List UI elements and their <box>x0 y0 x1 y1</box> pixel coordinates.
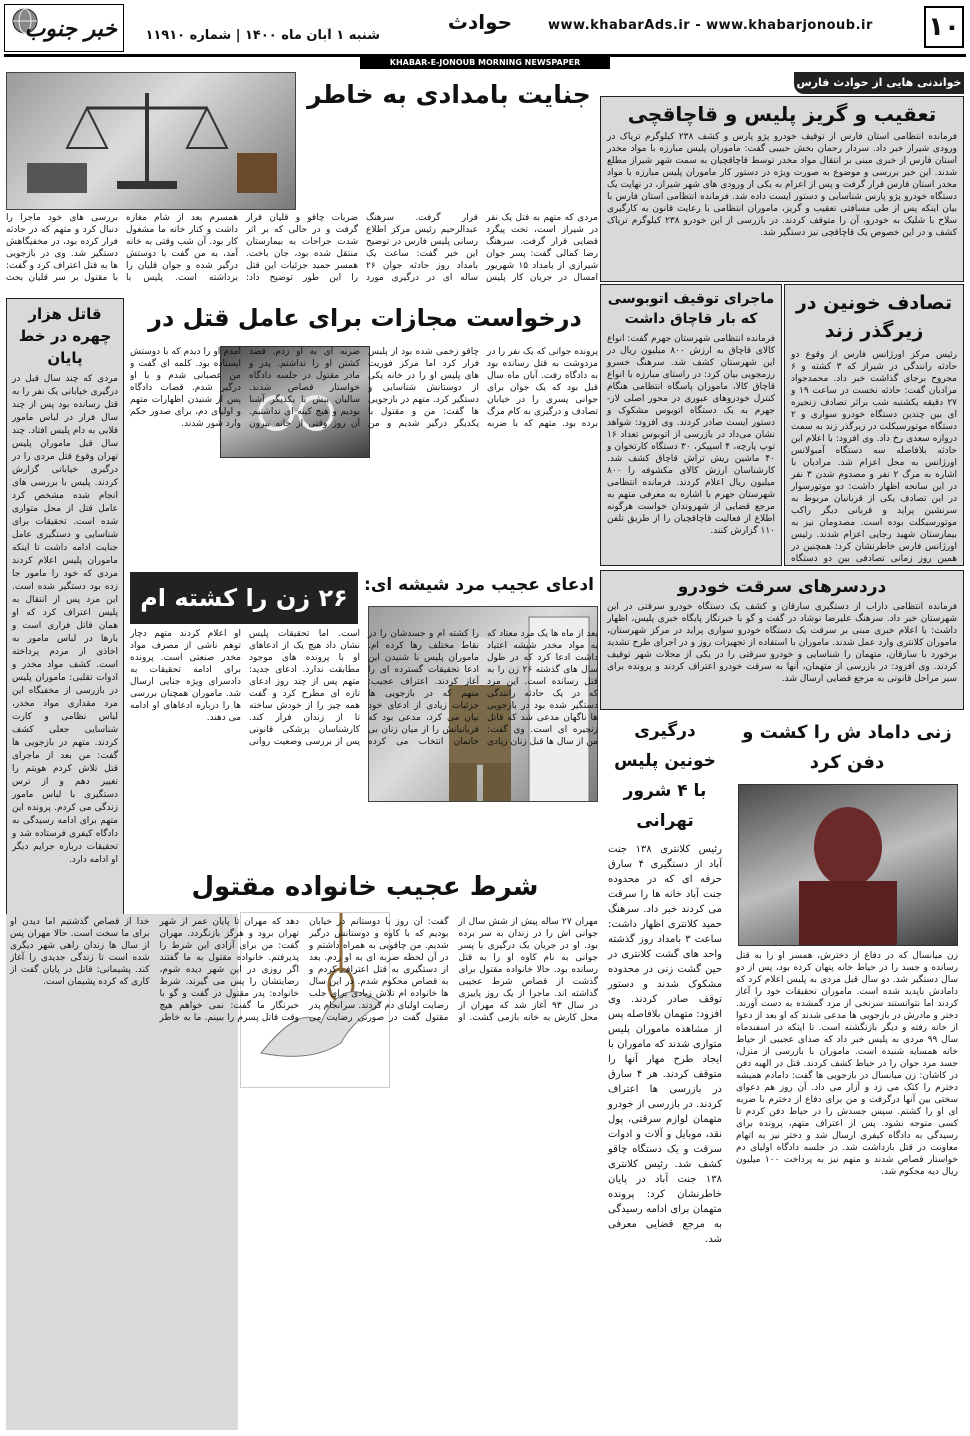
headline: تعقیب و گریز پلیس و قاچاقچی <box>627 102 937 126</box>
women-title-box: ۲۶ زن را کشته ام <box>130 572 358 624</box>
bottom-story-body: مهران ۲۷ ساله پیش از شش سال از جوانی اش را در زندان به سر برده بود. او در جریان یک درگیری با پسر جوانی به نام کاوه او را به قتل رسانده بود. حالا خانواده مقتول برای گذشت از قصاص شرط عجیبی گذاشته اند. ماجرا از یک روز پاییزی در سال ۹۳ آغاز شد که مهران از محل کارش به خانه بازمی گشت. او گفت: آن روز با دوستانم در خیابان بودیم که با کاوه و دوستانش درگیر شدیم. من چاقویی به همراه داشتم و در آن لحظه ضربه ای به او زدم. بعد از دستگیری به قتل اعتراف کردم و به قصاص محکوم شدم. در این سال ها خانواده ام تلاش زیادی برای جلب رضایت اولیای دم کردند. سرانجام پدر مقتول گفت در صورتی رضایت می دهد که مهران تا پایان عمر از شهر تهران برود و هرگز بازنگردد. مهران گفت: من برای آزادی این شرط را پذیرفتم. خانواده مقتول به ما گفتند اگر روزی در این شهر دیده شوم، رضایتشان را پس می گیرند. شرط خانواده: پدر مقتول در گفت و گو با خبرنگار ما گفت: نمی خواهم هیچ وقت قاتل پسرم را ببینم. ما به خاطر خدا از قصاص گذشتیم اما دیدن او برای ما سخت است. حالا مهران پس از سال ها زندان راهی شهر دیگری شده است تا زندگی جدیدی را آغاز کند. پشیمانی: قاتل در پایان گفت از کاری که کرده پشیمان است. <box>10 917 598 1023</box>
article-body: رئیس کلانتری ۱۳۸ جنت آباد از دستگیری ۴ سارق حرفه ای که در محدوده جنت آباد خانه ها را سرقت می کردند خبر داد. سرهنگ حمید کلانتری اظهار داشت: ساعت ۳ بامداد روز گذشته واحد های گشت کلانتری در حین گشت زنی در محدوده مشکوک شدند و دستور توقف صادر کردند. وی افزود: متهمان بلافاصله پس از مشاهده ماموران پلیس متواری شدند که ماموران با ایجاد طرح مهار آنها را متوقف کردند. هر ۴ سارق در بازرسی ها اعتراف کردند. در بازرسی از خودرو متهمان لوازم سرقتی، پول نقد، موبایل و آلات و ادوات سرقت و یک دستگاه چاقو کشف شد. رئیس کلانتری ۱۳۸ جنت آباد در پایان خاطرنشان کرد: پرونده متهمان برای ادامه رسیدگی به مرجع قضایی معرفی شد. <box>608 844 723 1245</box>
top-story-body: مردی که متهم به قتل یک نفر در شیراز است، تحت پیگرد قضایی قرار گرفت. سرهنگ رضا کمالی گفت: پسر جوان شیرازی از بامداد ۱۵ شهریور امسال در جریان کار پلیس قرار گرفت. سرهنگ عبدالرحیم رئیس مرکز اطلاع رسانی پلیس فارس در توضیح این خبر گفت: ساعت یک بامداد روز حادثه جوان ۲۶ ساله ای در درگیری مورد ضربات چاقو و قلیان قرار گرفت و در حالی که بر اثر شدت جراحات به بیمارستان منتقل شده بود، جان باخت. همسر حمید جزئیات این قتل را این طور توضیح داد: همسرم بعد از شام مغازه داشت و کنار خانه ما مشغول کار بود. آن شب وقتی به خانه آمد، به من گفت با دوستش درگیر شده و جوان قلیان را برداشته است. پلیس با بررسی های خود ماجرا را دنبال کرد و متهم که در حادثه فرار کرده بود، در مخفیگاهش دستگیر شد. وی در بازجویی ها به قتل اعتراف کرد و گفت: با مقتول بر سر قلیان بحث <box>6 213 598 283</box>
fars-tag: خواندنی هایی از حوادث فارس <box>794 72 964 94</box>
headline: زنی داماد ش را کشت و دفن کرد <box>742 722 952 773</box>
headline: دردسرهای سرقت خودرو <box>677 577 887 597</box>
page-number: ۱۰ <box>928 12 960 42</box>
headline: قاتل هزار چهره در خط پایان <box>18 305 112 367</box>
article-body: مردی که چند سال قبل در درگیری خیابانی یک نفر را به قتل رسانده بود پس از چند سال فرار در لباس مامور قلابی به دام پلیس افتاد. چند سال قبل ماموران پلیس تهران وقوع قتل مردی را در درگیری خیابانی گزارش کردند. پلیس با بررسی های انجام شده مشخص کرد عامل قتل از محل متواری شده است. تحقیقات برای شناسایی و دستگیری عامل جنایت ادامه داشت تا اینکه ماموران پلیس اعلام کردند مردی که خود را مامور جا زده بود دستگیر شده است. این مرد پس از انتقال به پلیس اعتراف کرد که او همان قاتل فراری است و بارها در لباس مامور به اخاذی از مردم پرداخته است. کشف مواد مخدر و ادوات تقلبی: ماموران پلیس در بازرسی از مخفیگاه این مرد مقداری مواد مخدر، لباس نظامی و کارت شناسایی جعلی کشف کردند. متهم در بازجویی ها گفت: من بعد از ماجرای قتل تلاش کردم هویتم را تغییر دهم و از ترس دستگیری با لباس مامور زندگی می کردم. پرونده این متهم برای ادامه رسیدگی به دادگاه کیفری فرستاده شد و تحقیقات درباره جرایم دیگر او ادامه دارد. <box>12 374 118 865</box>
article-body: فرمانده انتظامی داراب از دستگیری سارقان و کشف یک دستگاه خودرو سرقتی در این شهرستان خبر داد. سرهنگ علیرضا نوشاد در گفت و گو با خبرنگار پایگاه خبری پلیس، اظهار داشت: با اعلام خبری مبنی بر سرقت یک دستگاه خودرو سواری پراید در مرکز شهرستان، ماموران کلانتری وارد عمل شدند. ماموران با استفاده از تجهیزات روز و در اجرای طرح تشدید برخورد با سارقان، متهمان را شناسایی و خودرو سرقتی را در یکی از محلات شهر توقیف کردند. وی افزود: در بازرسی از متهمان، آنها به سرقت خودرو اعتراف کردند و پرونده برای سیر مراحل قانونی به مرجع قضایی ارسال شد. <box>607 602 957 684</box>
women-body: بعد از ماه ها یک مرد معتاد که به مواد مخدر شیشه اعتیاد داشت ادعا کرد که در طول سال های گذشته ۲۶ زن را به قتل رسانده است. این مرد که در یک حادثه رانندگی دستگیر شده بود در بازجویی ها ناگهان مدعی شد که قاتل زنجیره ای است. وی گفت: من از سال ها قبل زنان زیادی را کشته ام و جسدشان را در نقاط مختلف رها کرده ام. ماموران پلیس با شنیدن این ادعا تحقیقات گسترده ای را آغاز کردند. اعتراف عجیب: متهم که در بازجویی ها جزئیات زیادی از ادعای خود بیان می کرد، مدعی بود که قربانیانش را از میان زنان بی خانمان انتخاب می کرده است. اما تحقیقات پلیس نشان داد هیچ یک از ادعاهای او با پرونده های موجود مطابقت ندارد. ادعای جدید: متهم پس از چند روز ادعای تازه ای مطرح کرد و گفت همه چیز را از خودش ساخته تا از زندان فرار کند. کارشناسان پزشکی قانونی پس از بررسی وضعیت روانی او اعلام کردند متهم دچار توهم ناشی از مصرف مواد مخدر صنعتی است. پرونده برای ادامه تحقیقات به دادسرای ویژه جنایی ارسال شد. ماموران همچنان بررسی ها را درباره ادعاهای او ادامه می دهند. <box>130 629 598 747</box>
bottom-story-title: شرط عجیب خانواده مقتول <box>191 872 539 902</box>
headline: درگیری خونین پلیس با ۴ شرور تهرانی <box>614 721 716 831</box>
website-line[interactable]: www.khabarAds.ir - www.khabarjonoub.ir <box>548 18 873 33</box>
article-body: فرمانده انتظامی استان فارس از توقیف خودرو پژو پارس و کشف ۲۳۸ کیلوگرم تریاک در ورودی شیراز خبر داد. سردار رحمان بخش حبیبی گفت: ماموران پلیس مبارزه با مواد مخدر استان فارس از خبری مبنی بر انتقال مواد مخدر توسط قاچاقچیان به سمت شهر شیراز مطلع شدند. این خبر بررسی و موضوع به صورت ویژه در دستور کار ماموران پلیس مبارزه با مواد مخدر استان فارس قرار گرفت و پس از اعزام به یکی از ورودی های شهر شیراز، در نهایت یک دستگاه خودرو پژو پارس شناسایی و دستور ایست داده شد. فرمانده انتظامی استان فارس با بیان اینکه پس از طی مسافتی تعقیب و گریز، ماموران انتظامی با رعایت قانون به کارگیری سلاح با شلیک به خودرو، آن را متوقف کردند. در بازرسی از این خودرو ۲۳۸ کیلوگرم تریاک کشف و در این خصوص یک قاچاقچی نیز دستگیر شد. <box>607 132 957 238</box>
fars-story-3 <box>600 284 782 566</box>
section-title: حوادث <box>447 10 513 34</box>
fars-story-2 <box>784 284 964 566</box>
women-kicker: ادعای عجیب مرد شیشه ای: <box>364 575 594 595</box>
masthead-logo <box>4 4 124 52</box>
police-story <box>604 714 726 1374</box>
page-number-box <box>924 6 964 48</box>
wife-story <box>730 714 964 1430</box>
fars-story-4 <box>600 570 964 710</box>
execution-title: درخواست مجازات برای عامل قتل در <box>148 304 582 332</box>
top-story-title: جنایت بامدادی به خاطر <box>307 80 591 109</box>
date-line: شنبه ۱ آبان ماه ۱۴۰۰ | شماره ۱۱۹۱۰ <box>145 28 380 43</box>
logo-text: خبر جنوب <box>24 17 117 42</box>
veiled-woman-photo <box>738 784 958 946</box>
headline: ماجرای توقیف اتوبوسی که بار قاچاق داشت <box>607 291 775 327</box>
headline: تصادف خونین در زیرگذر زند <box>795 292 953 342</box>
article-body: زن میانسال که در دفاع از دخترش، همسر او را به قتل رسانده و جسد را در حیاط خانه پنهان کرده بود، پس از دو سال دستگیر شد. دو سال قبل مردی به پلیس اعلام کرد که دامادش ناپدید شده است. ماموران تحقیقات خود را آغاز کردند اما نتوانستند سرنخی از مرد گمشده به دست آورند. دختر و مادرش در بازجویی ها مدعی شدند که او بعد از دعوا از خانه رفته و دیگر بازنگشته است. تا اینکه در اسفندماه سال ۹۹ مردی به پلیس خبر داد که صدای عجیبی از حیاط خانه همسایه شنیده است. ماموران با بازرسی از منزل، جسد مرد جوان را در حیاط کشف کردند. قتل در الهیه دفن در کاشان: زن میانسال در بازجویی ها گفت: دامادم همیشه دخترم را کتک می زد و آزار می داد. آن روز هم دعوای سختی بین آنها درگرفت و من برای دفاع از دخترم با ضربه ای او را کشتم. سپس جسدش را در حیاط دفن کردم تا کسی متوجه نشود. پس از اعتراف متهم، پرونده برای رسیدگی به دادگاه کیفری ارسال شد و دختر نیز به اتهام معاونت در قتل بازداشت شد. در جلسه دادگاه اولیای دم خواستار قصاص شدند و متهم نیز به پرداخت ۱۰۰ میلیون ریال دیه محکوم شد. <box>736 951 958 1177</box>
left-column-story <box>6 298 124 948</box>
execution-body: پرونده جوانی که یک نفر را در مزدوشت به قتل رسانده بود به دادگاه رفت. آبان ماه سال قبل بود که یک جوان برای جوانی پسری را در خیابان تصادف و درگیری به کام مرگ برده بود. متهم که با ضربه چاقو زخمی شده بود از پلیس فرار کرد اما مرکز فوریت های پلیس او را در خانه یکی از دوستانش شناسایی و دستگیر کرد. متهم در بازجویی ها گفت: من و مقتول با یکدیگر درگیر شدیم و من ضربه ای به او زدم. قصد کشتن او را نداشتم. پدر و مادر مقتول در جلسه دادگاه خواستار قصاص شدند. سالیان پیش با یکدیگر آشنا بودیم و هیچ کینه ای نداشتیم. آن روز وقتی از خانه بیرون آمدم او را دیدم که با دوستش ایستاده بود. کلمه ای گفت و من عصبانی شدم و با او درگیر شدم. قضات دادگاه پس از شنیدن اظهارات متهم و اولیای دم، برای صدور حکم وارد شور شدند. <box>130 347 598 429</box>
woman-icon <box>739 785 957 945</box>
article-body: رئیس مرکز اورژانس فارس از وقوع دو حادثه رانندگی در شیراز که ۳ کشته و ۶ مجروح برجای گذاشت خبر داد. محمدجواد مرادیان گفت: حادثه نخست در ساعت ۱۹ و ۲۷ دقیقه یکشنبه شب براثر تصادف زنجیره ای بین چندین دستگاه خودرو سواری و ۲ دستگاه موتورسیکلت در زیرگذر زند به سمت دروازه سعدی رخ داد. وی افزود: با اعلام این حادثه بلافاصله سه دستگاه آمبولانس اورژانس به محل اعزام شد. مرادیان با اشاره به مرگ ۲ نفر و مصدوم شدن ۳ نفر در این سانحه اظهار داشت: دو موتورسوار در این تصادف یکی از قربانیان مربوط به سرنشین پراید و قربانی دیگر راکب موتورسیکلت بوده است. مصدومان نیز به بیمارستان شهید رجایی اعزام شدند. رئیس اورژانس فارس خاطرنشان کرد: همچنین در همین روز زمانی تصادفی بین دو دستگاه <box>791 350 957 564</box>
fars-story-1 <box>600 96 964 282</box>
paper-latin-bar: KHABAR-E-JONOUB MORNING NEWSPAPER <box>360 57 610 69</box>
article-body: فرمانده انتظامی شهرستان جهرم گفت: انواع کالای قاچاق به ارزش ۸۰۰ میلیون ریال در این شهرستان کشف شد. سرهنگ خسرو رزمجویی بیان کرد: در راستای مبارزه با انواع قاچاق کالا، ماموران پاسگاه انتظامی هنگام کنترل خودروهای عبوری در محور اصلی لار-جهرم به یک دستگاه اتوبوس مشکوک و دستور ایست صادر کردند. وی افزود: شواهد نشان می‌داد در بازرسی از اتوبوس تعداد ۱۶ توپ پارچه، ۴ اسپیکر، ۳۰ دستگاه کارتخوان و ۴۰ ماشین ریش تراش قاچاق کشف شد. کارشناسان ارزش کالای مکشوفه را ۸۰۰ میلیون ریال اعلام کردند. فرمانده انتظامی شهرستان جهرم با اشاره به معرفی متهم به مرجع قضایی از شهروندان خواست هرگونه اطلاع از فعالیت قاچاقچیان را از طریق تلفن ۱۱۰ گزارش کنند. <box>607 334 775 536</box>
